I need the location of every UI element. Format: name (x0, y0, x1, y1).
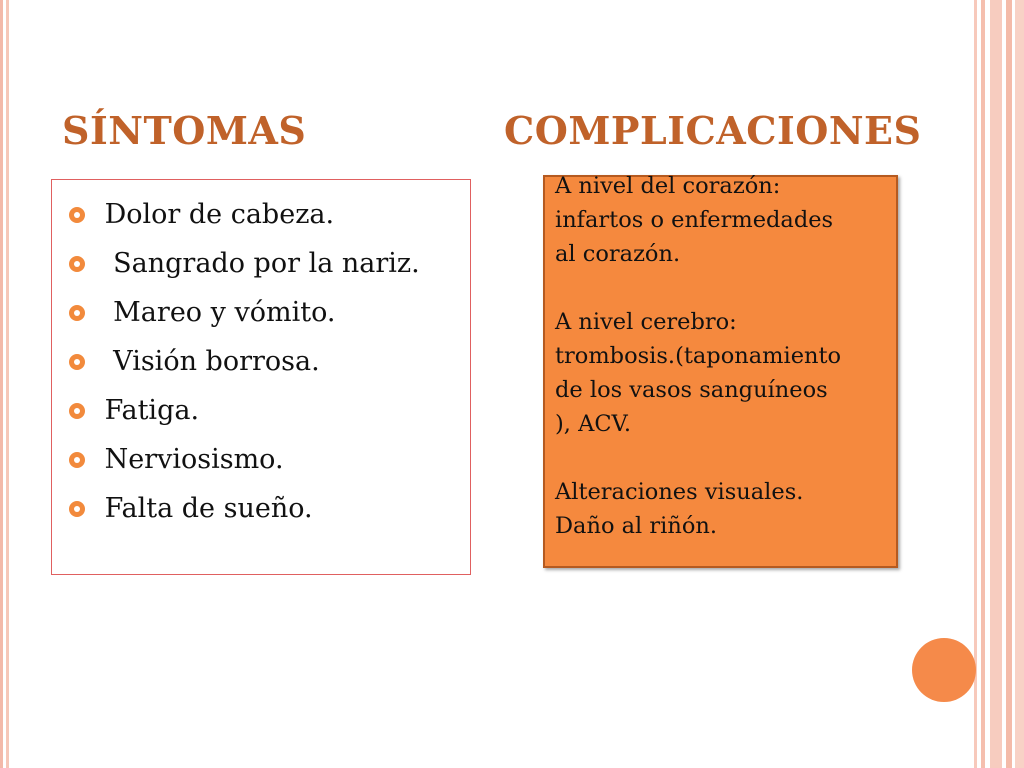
complication-visual-kidney: Alteraciones visuales. Daño al riñón. (555, 479, 804, 539)
symptom-item (52, 386, 470, 435)
bullet-icon (66, 302, 88, 324)
bullet-icon (66, 498, 88, 520)
bullet-icon (66, 400, 88, 422)
symptom-item (52, 337, 470, 386)
symptom-text: Falta de sueño. (96, 493, 313, 524)
bullet-icon (66, 253, 88, 275)
complication-brain: A nivel cerebro: trombosis.(taponamiento de los vasos sanguíneos ), ACV. (555, 309, 842, 437)
paragraph-gap (555, 441, 896, 475)
symptom-text: Dolor de cabeza. (96, 199, 335, 230)
symptom-item (52, 435, 470, 484)
decorative-circle (912, 638, 976, 702)
complications-heading: COMPLICACIONES (504, 108, 922, 153)
symptom-text: Sangrado por la nariz. (96, 248, 420, 279)
bullet-icon (66, 449, 88, 471)
symptom-text: Mareo y vómito. (96, 297, 336, 328)
complication-heart: A nivel del corazón: infartos o enfermedades al corazón. (555, 173, 834, 267)
symptoms-box (51, 179, 471, 575)
left-decorative-stripes (0, 0, 12, 768)
symptom-item (52, 288, 470, 337)
symptom-text: Visión borrosa. (96, 346, 320, 377)
bullet-icon (66, 351, 88, 373)
bullet-icon (66, 204, 88, 226)
symptom-item (52, 190, 470, 239)
symptoms-heading: SÍNTOMAS (62, 108, 307, 153)
symptom-item (52, 484, 470, 533)
symptoms-list (52, 180, 470, 533)
symptom-text: Nerviosismo. (96, 444, 284, 475)
right-decorative-stripes (972, 0, 1024, 768)
symptom-item (52, 239, 470, 288)
paragraph-gap (555, 271, 896, 305)
symptom-text: Fatiga. (96, 395, 200, 426)
complications-box (543, 175, 898, 568)
